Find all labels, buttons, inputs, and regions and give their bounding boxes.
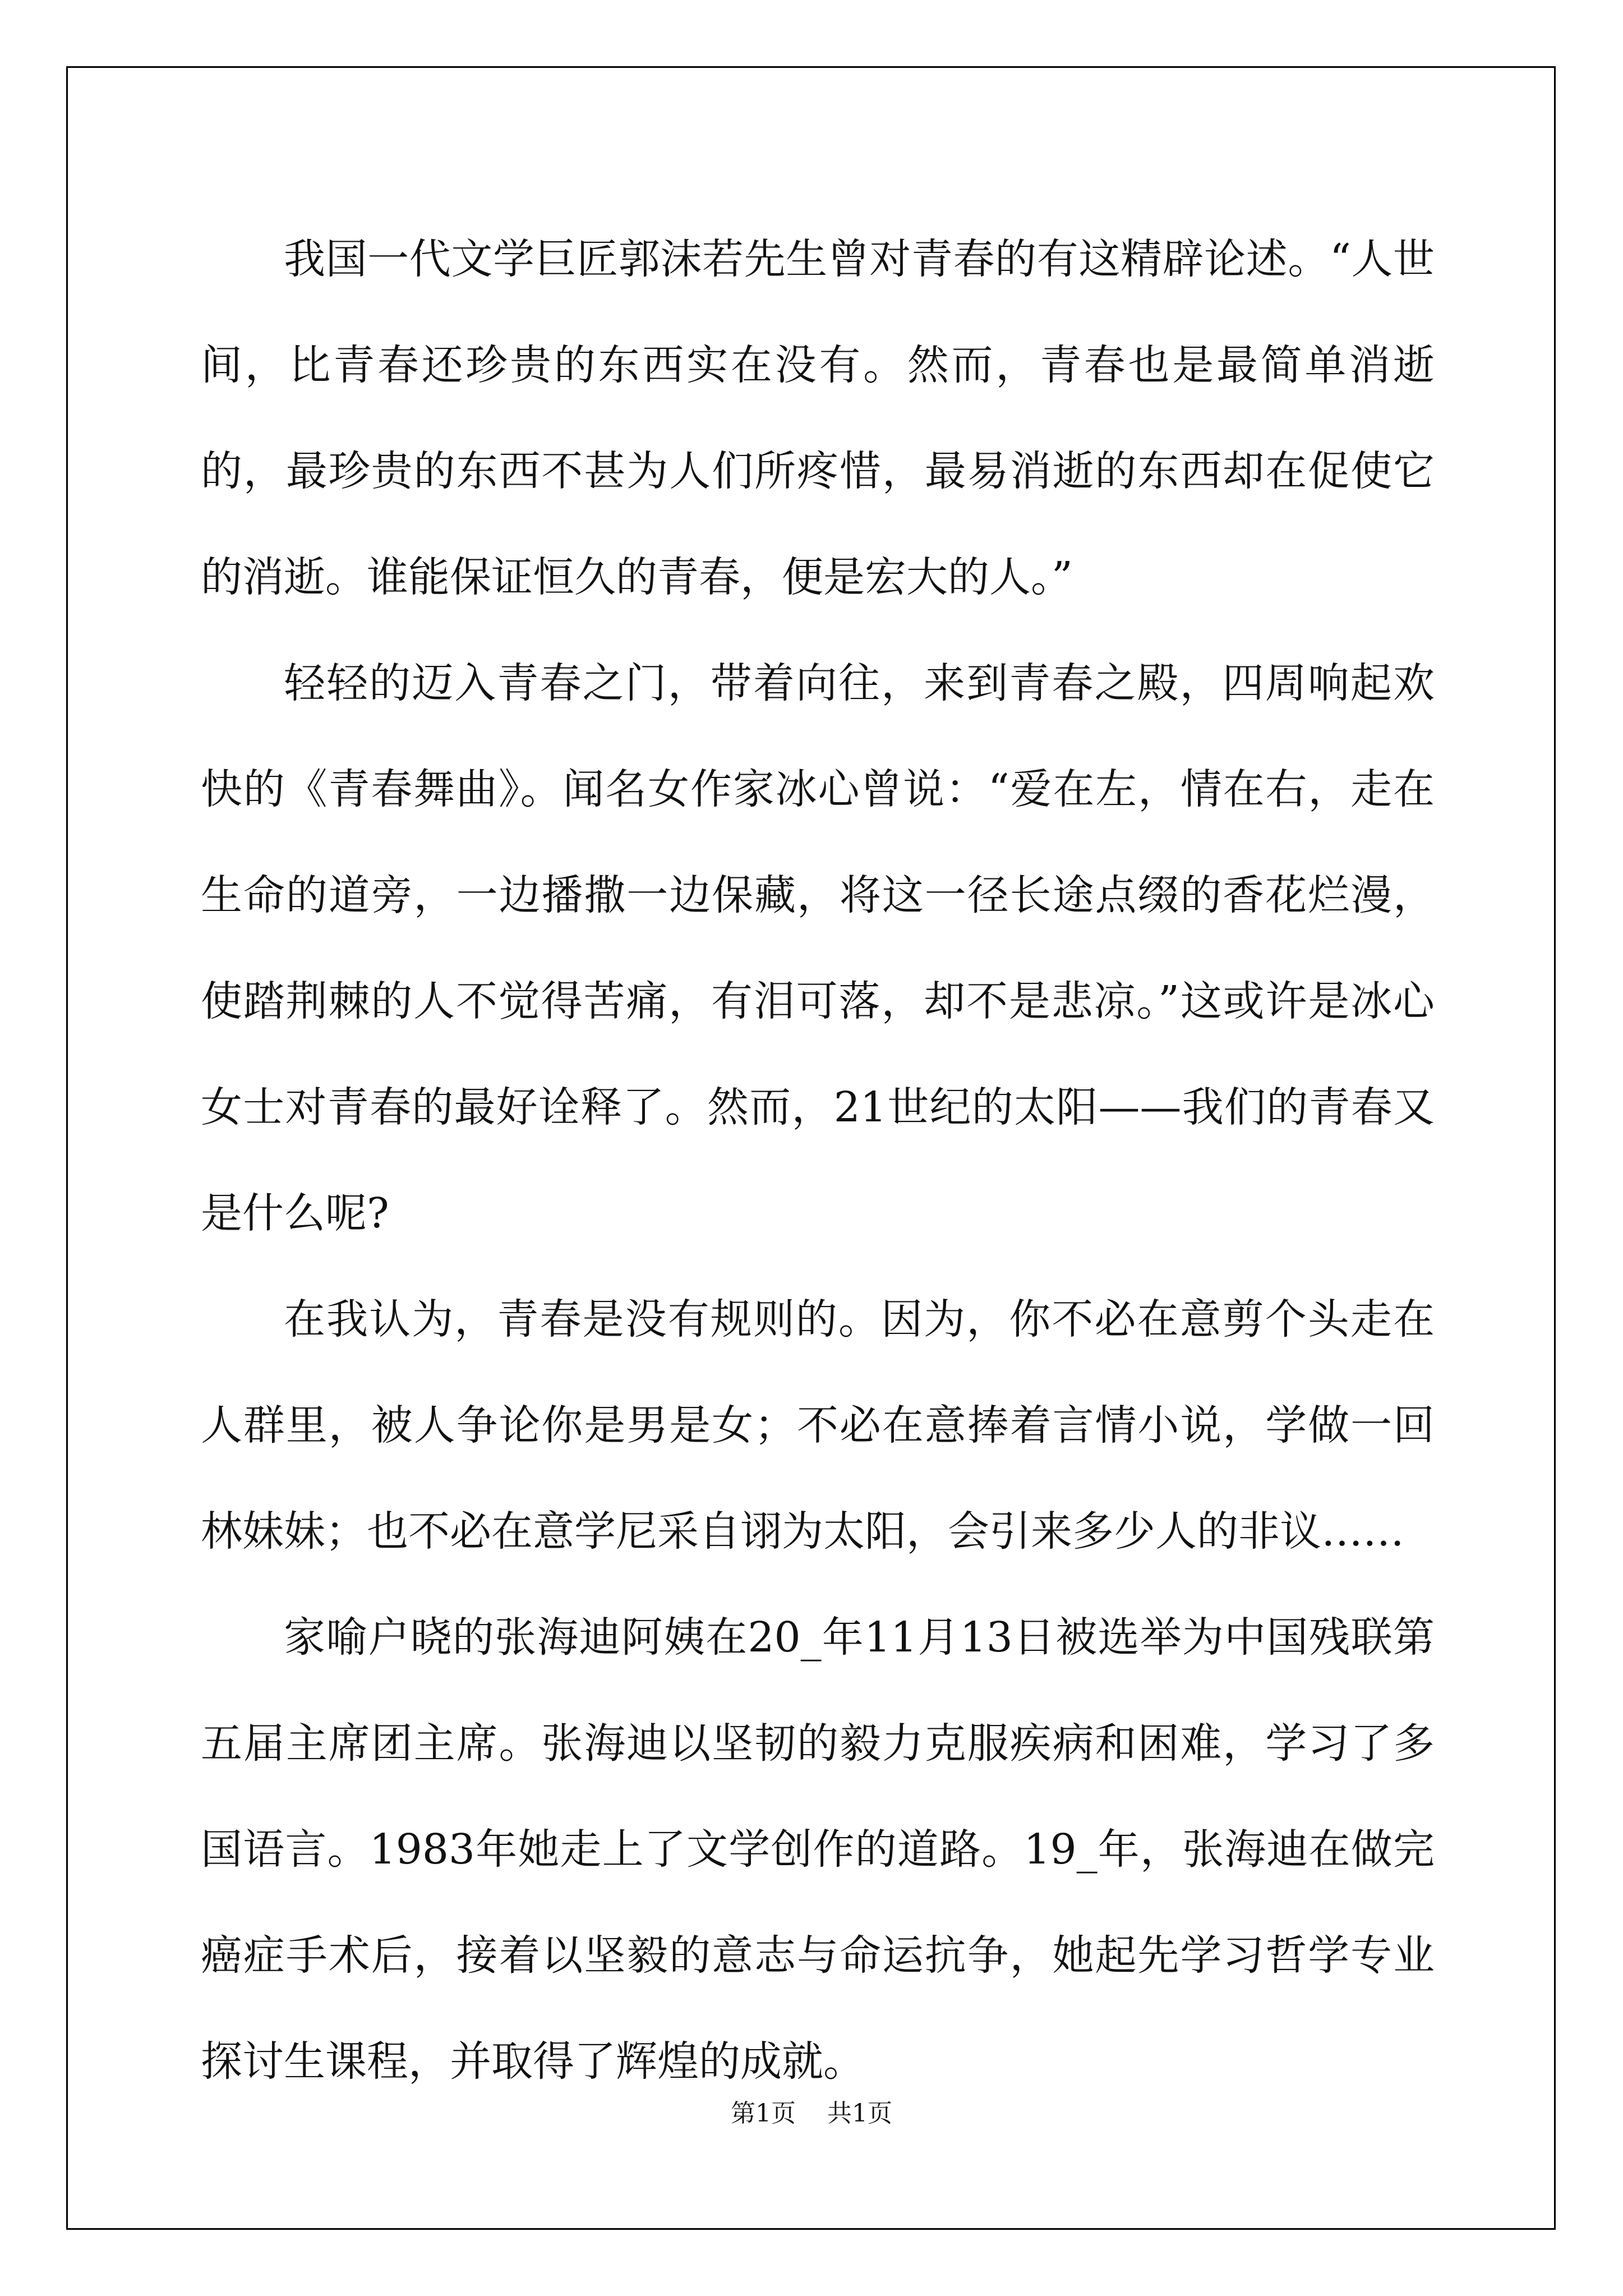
paragraph-1: 我国一代文学巨匠郭沫若先生曾对青春的有这精辟论述。“人世间，比青春还珍贵的东西实在没有。然而，青春也是最简单消逝的，最珍贵的东西不甚为人们所疼惜，最易消逝的东西却在促使它的消逝。谁能保证恒久的青春，便是宏大的人。” [201,235,1435,601]
page-total: 共1页 [827,2099,892,2128]
paragraph-2: 轻轻的迈入青春之门，带着向往，来到青春之殿，四周响起欢快的《青春舞曲》。闻名女作家冰心曾说：“爱在左，情在右，走在生命的道旁，一边播撒一边保藏，将这一径长途点缀的香花烂漫，使踏荆棘的人不觉得苦痛，有泪可落，却不是悲凉。”这或许是冰心女士对青春的最好诠释了。然而，21世纪的太阳——我们的青春又是什么呢? [201,659,1435,1237]
paragraph-4: 家喻户晓的张海迪阿姨在20_年11月13日被选举为中国残联第五届主席团主席。张海迪以坚韧的毅力克服疾病和困难，学习了多国语言。1983年她走上了文学创作的道路。19_年，张海迪在做完癌症手术后，接着以坚毅的意志与命运抗争，她起先学习哲学专业探讨生课程，并取得了辉煌的成就。 [201,1613,1435,2086]
paragraph-3: 在我认为，青春是没有规则的。因为，你不必在意剪个头走在人群里，被人争论你是男是女；不必在意捧着言情小说，学做一回林妹妹；也不必在意学尼采自诩为太阳，会引来多少人的非议…… [201,1295,1435,1556]
document-body [201,206,1435,2115]
page-footer [0,2097,1623,2131]
page-number: 第1页 [731,2099,796,2128]
